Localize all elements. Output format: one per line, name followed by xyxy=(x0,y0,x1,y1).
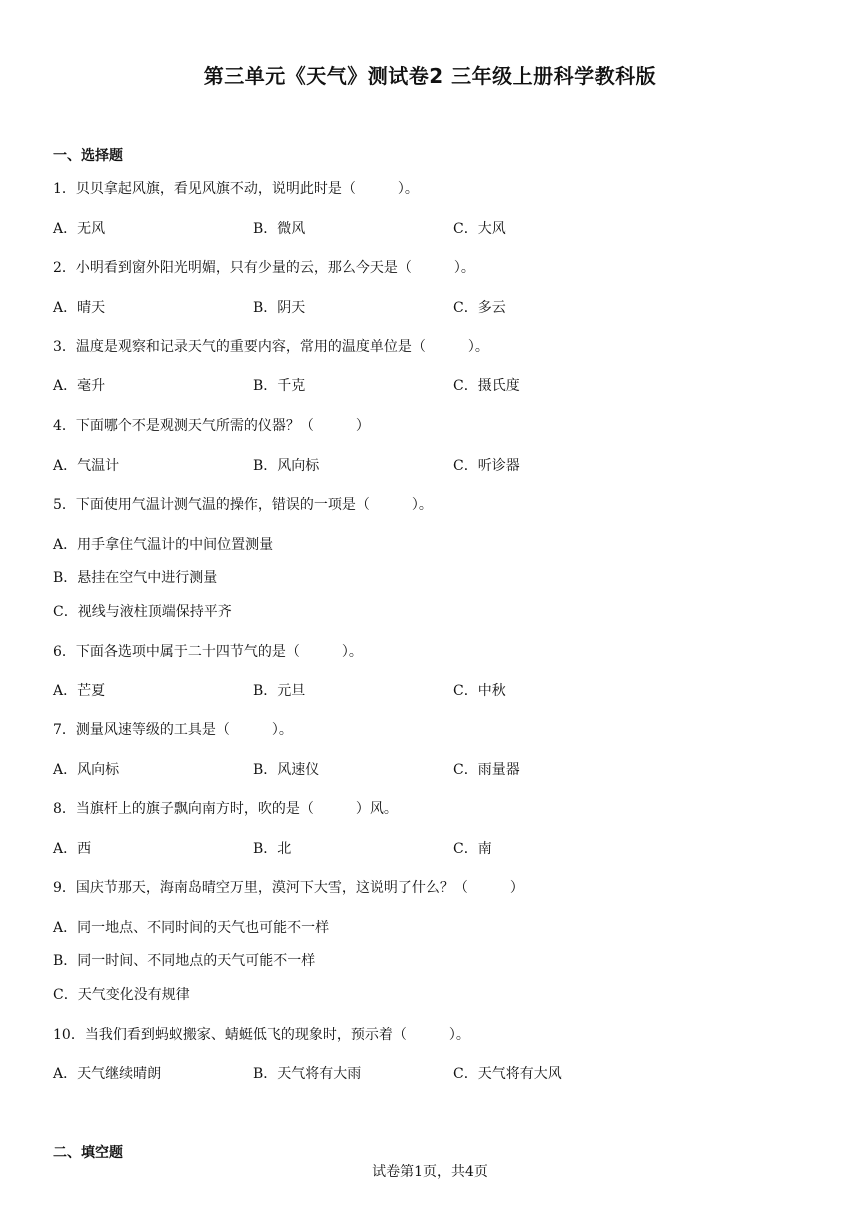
option-a: A．晴天 xyxy=(53,300,106,316)
options-row-7 xyxy=(53,759,753,779)
options-row-3 xyxy=(53,375,753,395)
option-a: A．毫升 xyxy=(53,378,106,394)
option-c: C．大风 xyxy=(453,221,506,237)
option-c: C．天气变化没有规律 xyxy=(53,987,190,1003)
option-c: C．中秋 xyxy=(453,683,506,699)
option-b: B．千克 xyxy=(253,378,306,394)
page-footer: 试卷第1页，共4页 xyxy=(372,1164,488,1180)
option-b: B．北 xyxy=(253,841,292,857)
question-1: 1．贝贝拿起风旗，看见风旗不动，说明此时是（ ）。 xyxy=(53,181,419,197)
option-b: B．天气将有大雨 xyxy=(253,1066,362,1082)
option-b: B．阴天 xyxy=(253,300,306,316)
option-b: B．微风 xyxy=(253,221,306,237)
option-b: B．风向标 xyxy=(253,458,320,474)
option-c: C．听诊器 xyxy=(453,458,520,474)
option-c: C．天气将有大风 xyxy=(453,1066,562,1082)
options-row-4 xyxy=(53,455,753,475)
options-row-2 xyxy=(53,297,753,317)
section-heading-choice: 一、选择题 xyxy=(53,148,123,164)
question-9: 9．国庆节那天，海南岛晴空万里，漠河下大雪，这说明了什么？（ ） xyxy=(53,880,524,896)
question-10: 10．当我们看到蚂蚁搬家、蜻蜓低飞的现象时，预示着（ ）。 xyxy=(53,1027,470,1043)
option-a: A．芒夏 xyxy=(53,683,106,699)
question-6: 6．下面各选项中属于二十四节气的是（ ）。 xyxy=(53,644,363,660)
question-3: 3．温度是观察和记录天气的重要内容，常用的温度单位是（ ）。 xyxy=(53,339,489,355)
option-b: B．元旦 xyxy=(253,683,306,699)
option-c: C．南 xyxy=(453,841,492,857)
option-b: B．同一时间、不同地点的天气可能不一样 xyxy=(53,953,316,969)
section-heading-fill-in: 二、填空题 xyxy=(53,1145,123,1161)
option-b: B．风速仪 xyxy=(253,762,320,778)
option-a: A．西 xyxy=(53,841,92,857)
options-row-8 xyxy=(53,838,753,858)
options-row-6 xyxy=(53,680,753,700)
option-c: C．多云 xyxy=(453,300,506,316)
option-a: A．无风 xyxy=(53,221,106,237)
options-row-1 xyxy=(53,218,753,238)
page-title: 第三单元《天气》测试卷2 三年级上册科学教科版 xyxy=(203,64,657,88)
question-4: 4．下面哪个不是观测天气所需的仪器？（ ） xyxy=(53,418,370,434)
option-c: C．视线与液柱顶端保持平齐 xyxy=(53,604,232,620)
option-a: A．风向标 xyxy=(53,762,120,778)
option-a: A．同一地点、不同时间的天气也可能不一样 xyxy=(53,920,330,936)
option-c: C．摄氏度 xyxy=(453,378,520,394)
question-5: 5．下面使用气温计测气温的操作，错误的一项是（ ）。 xyxy=(53,497,433,513)
options-row-10 xyxy=(53,1063,753,1083)
question-7: 7．测量风速等级的工具是（ ）。 xyxy=(53,722,293,738)
question-2: 2．小明看到窗外阳光明媚，只有少量的云，那么今天是（ ）。 xyxy=(53,260,475,276)
option-c: C．雨量器 xyxy=(453,762,520,778)
question-8: 8．当旗杆上的旗子飘向南方时，吹的是（ ）风。 xyxy=(53,801,398,817)
option-a: A．用手拿住气温计的中间位置测量 xyxy=(53,537,274,553)
option-a: A．气温计 xyxy=(53,458,120,474)
option-a: A．天气继续晴朗 xyxy=(53,1066,162,1082)
option-b: B．悬挂在空气中进行测量 xyxy=(53,570,218,586)
